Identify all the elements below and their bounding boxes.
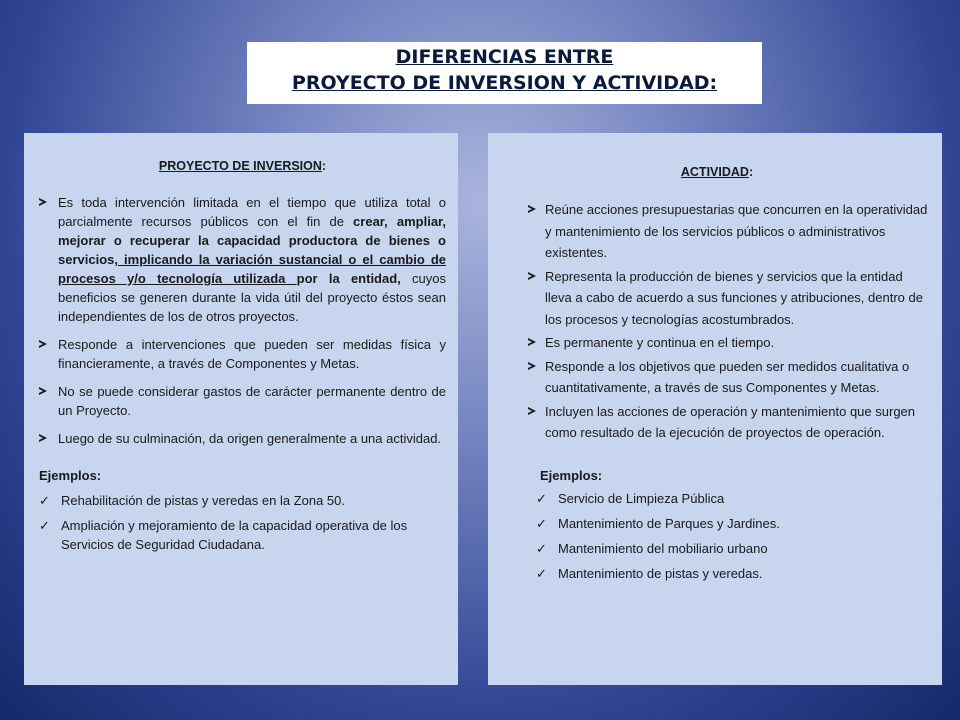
checkmark-icon: ✓ [39, 518, 50, 533]
examples-label: Ejemplos: [39, 468, 102, 483]
panel-heading: PROYECTO DE INVERSION: [158, 159, 327, 173]
checkmark-icon: ✓ [536, 565, 547, 581]
checkmark-icon: ✓ [39, 493, 50, 508]
list-item: Responde a los objetivos que pueden ser medidos cualitativa o cuantitativamente, a través de sus Componentes y Metas. [534, 356, 930, 399]
arrow-bullet-icon [528, 407, 536, 415]
arrow-bullet-icon [528, 362, 536, 370]
list-item: No se puede considerar gastos de carácter permanente dentro de un Proyecto. [39, 382, 446, 420]
list-item: Luego de su culminación, da origen generalmente a una actividad. [39, 429, 446, 448]
panel-proyecto-inversion [24, 133, 458, 685]
checkmark-icon: ✓ [536, 540, 547, 556]
arrow-bullet-icon [39, 387, 47, 395]
list-item: Es permanente y continua en el tiempo. [534, 332, 930, 354]
examples-label: Ejemplos: [540, 467, 603, 483]
list-item: Es toda intervención limitada en el tiempo que utiliza total o parcialmente recursos públicos con el fin de crear, ampliar, mejorar o recuperar la capacidad productora de bienes o servicios, implicando la variación sustancial o el cambio de procesos y/o tecnología utilizada por la entidad, cuyos beneficios se generen durante la vida útil del proyecto éstos sean independientes de los de otros proyectos. [39, 193, 446, 326]
arrow-bullet-icon [528, 272, 536, 280]
list-item: Representa la producción de bienes y servicios que la entidad lleva a cabo de acuerdo a sus funciones y atribuciones, dentro de los procesos y tecnologías acostumbrados. [534, 266, 930, 331]
list-item: Reúne acciones presupuestarias que concurren en la operatividad y mantenimiento de los servicios públicos o administrativos existentes. [534, 199, 930, 264]
checkmark-icon: ✓ [536, 515, 547, 531]
example-item: ✓ Rehabilitación de pistas y veredas en la Zona 50. [39, 493, 346, 508]
example-item: ✓ Mantenimiento del mobiliario urbano [536, 539, 930, 559]
arrow-bullet-icon [39, 340, 47, 348]
example-item: ✓ Mantenimiento de Parques y Jardines. [536, 514, 930, 534]
arrow-bullet-icon [528, 338, 536, 346]
panel-heading: ACTIVIDAD: [680, 165, 754, 179]
title-line-1: DIFERENCIAS ENTRE [395, 46, 614, 68]
title-line-2: PROYECTO DE INVERSION Y ACTIVIDAD: [291, 72, 718, 94]
arrow-bullet-icon [39, 198, 47, 206]
slide-title [247, 42, 762, 104]
example-item: ✓ Ampliación y mejoramiento de la capacidad operativa de los Servicios de Seguridad Ciudadana. [39, 518, 408, 552]
checkmark-icon: ✓ [536, 490, 547, 506]
example-item: ✓ Servicio de Limpieza Pública [536, 489, 930, 509]
example-item: ✓ Mantenimiento de pistas y veredas. [536, 564, 930, 584]
list-item: Responde a intervenciones que pueden ser medidas física y financieramente, a través de Componentes y Metas. [39, 335, 446, 373]
panel-actividad [488, 133, 942, 685]
arrow-bullet-icon [39, 434, 47, 442]
arrow-bullet-icon [528, 205, 536, 213]
list-item: Incluyen las acciones de operación y mantenimiento que surgen como resultado de la ejecución de proyectos de operación. [534, 401, 930, 444]
